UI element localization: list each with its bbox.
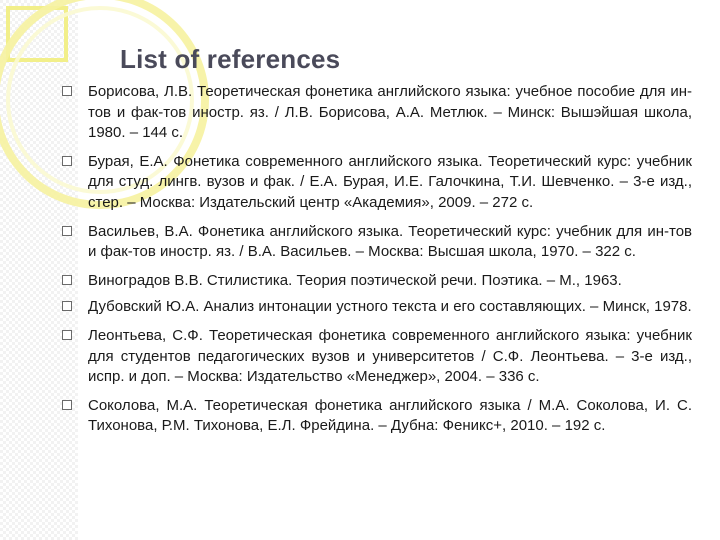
list-item: [62, 396, 692, 437]
reference-text: Васильев, В.А. Фонетика английского языка. Теоретический курс: учебник для ин-тов и фак-тов иностр. яз. / В.А. Васильев. – Москва: Высшая школа, 1970. – 322 с.: [88, 222, 692, 261]
list-item: [62, 82, 692, 144]
reference-text: Соколова, М.А. Теоретическая фонетика английского языка / М.А. Соколова, И. С. Тихонова, Р.М. Тихонова, Е.Л. Фрейдина. – Дубна: Феникс+, 2010. – 192 с.: [88, 396, 692, 435]
checkbox-bullet-icon: [62, 330, 72, 340]
checkbox-bullet-icon: [62, 226, 72, 236]
corner-square: [8, 8, 66, 60]
list-item: [62, 222, 692, 263]
reference-text: Борисова, Л.В. Теоретическая фонетика английского языка: учебное пособие для ин-тов и фак-тов иностр. яз. / Л.В. Борисова, А.А. Метлюк. – Минск: Вышэйшая школа, 1980. – 144 с.: [88, 83, 692, 142]
reference-list: [62, 82, 692, 445]
reference-text: Дубовский Ю.А. Анализ интонации устного текста и его составляющих. – Минск, 1978.: [88, 298, 692, 316]
checkbox-bullet-icon: [62, 156, 72, 166]
list-item: [62, 152, 692, 214]
checkbox-bullet-icon: [62, 86, 72, 96]
list-item: [62, 297, 692, 318]
reference-text: Бурая, Е.А. Фонетика современного английского языка. Теоретический курс: учебник для студ. лингв. вузов и фак. / Е.А. Бурая, И.Е. Галочкина, Т.И. Шевченко. – 3-е изд., стер. – Москва: Издательский центр «Академия», 2009. – 272 с.: [88, 152, 692, 211]
checkbox-bullet-icon: [62, 275, 72, 285]
reference-text: Леонтьева, С.Ф. Теоретическая фонетика современного английского языка: учебник для студентов педагогических вузов и университетов / С.Ф. Леонтьева. – 3-е изд., испр. и доп. – Москва: Издательство «Менеджер», 2004. – 336 с.: [88, 326, 692, 386]
checkbox-bullet-icon: [62, 301, 72, 311]
list-item: [62, 271, 692, 292]
list-item: [62, 326, 692, 388]
checkbox-bullet-icon: [62, 400, 72, 410]
page-title: List of references: [120, 44, 341, 74]
reference-text: Виноградов В.В. Стилистика. Теория поэтической речи. Поэтика. – М., 1963.: [88, 271, 622, 289]
